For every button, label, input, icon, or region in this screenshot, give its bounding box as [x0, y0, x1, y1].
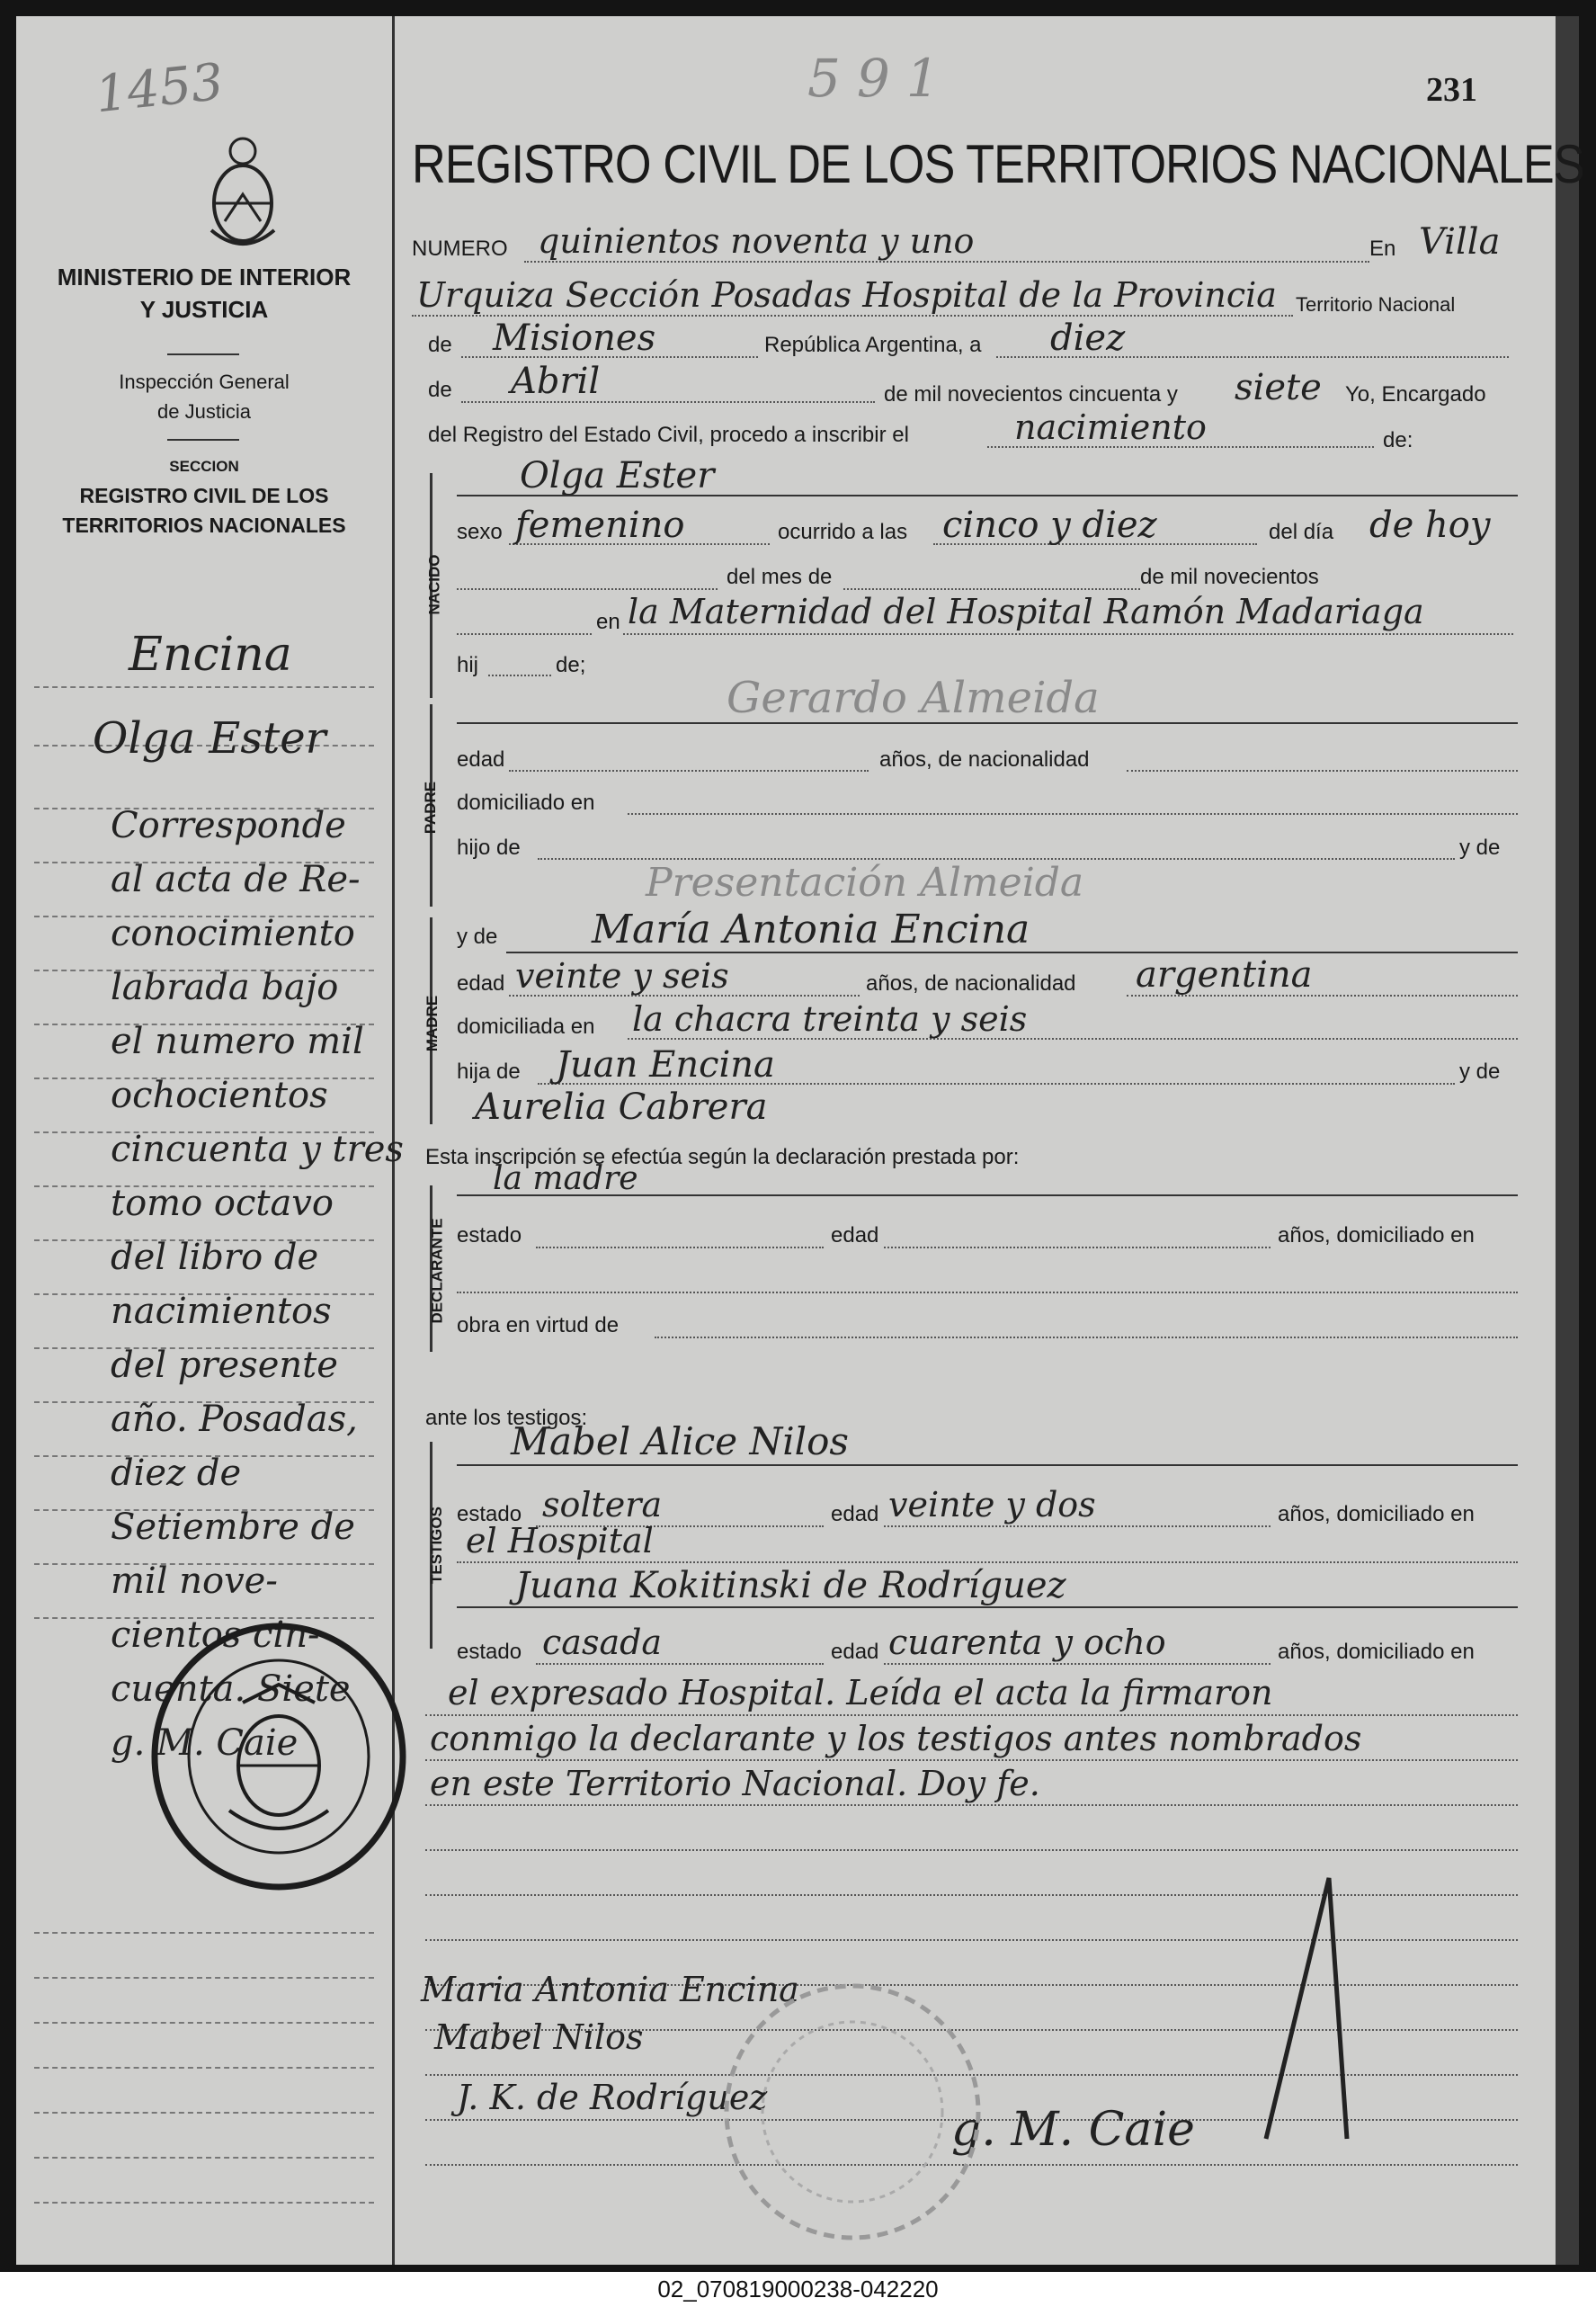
- section-heading: [16, 452, 392, 541]
- testigo-2-estado-label: estado: [457, 1640, 522, 1664]
- declaracion-value: la madre: [493, 1160, 638, 1197]
- margin-column: [16, 16, 404, 2265]
- madre-nacionalidad-value: argentina: [1136, 954, 1313, 996]
- place-value: Urquiza Sección Posadas Hospital de la Provincia: [416, 275, 1277, 315]
- rule: [457, 1606, 1518, 1608]
- rule: [457, 495, 1518, 496]
- year-label: de mil novecientos cincuenta y: [884, 382, 1178, 407]
- declaracion-text: Esta inscripción se efectúa según la declaración prestada por:: [425, 1145, 1020, 1169]
- dotted-line: [628, 813, 1518, 815]
- en-label: en: [596, 610, 620, 634]
- de-label: de: [428, 333, 452, 357]
- dotted-line: [536, 1247, 824, 1248]
- padre-struck-name: Gerardo Almeida: [727, 673, 1100, 723]
- dotted-line: [884, 1525, 1271, 1527]
- madre-label: MADRE: [424, 995, 441, 1052]
- register-page: [16, 16, 1584, 2265]
- coat-of-arms-icon: [207, 131, 279, 257]
- note-line: conocimiento: [111, 913, 355, 954]
- ministry-line-2: Y JUSTICIA: [139, 296, 269, 323]
- madre-hija-label: hija de: [457, 1060, 521, 1084]
- note-line: Corresponde: [111, 805, 346, 846]
- note-line: cincuenta y tres: [111, 1129, 404, 1170]
- lugar-value: la Maternidad del Hospital Ramón Madariaga: [628, 592, 1424, 631]
- padre-label: PADRE: [422, 781, 440, 835]
- dotted-line: [457, 1292, 1518, 1293]
- scan-id-footer: 02_070819000238-042220: [0, 2272, 1596, 2307]
- note-line: cientos cin-: [111, 1614, 320, 1656]
- note-line: del libro de: [111, 1237, 319, 1278]
- closing-line-3: en este Territorio Nacional. Doy fe.: [430, 1764, 1040, 1803]
- padre-struck-parents: Presentación Almeida: [646, 860, 1084, 906]
- dotted-line: [843, 588, 1140, 590]
- madre-padre-value: Juan Encina: [556, 1044, 775, 1086]
- note-line: al acta de Re-: [111, 859, 361, 900]
- territorio-label: Territorio Nacional: [1296, 293, 1456, 316]
- signature-flourish-icon: [1257, 1869, 1392, 2157]
- dotted-line: [884, 1663, 1271, 1665]
- testigo-1-name: Mabel Alice Nilos: [511, 1419, 849, 1463]
- mil-label: de mil novecientos: [1140, 565, 1319, 589]
- madre-edad-value: veinte y seis: [515, 956, 729, 996]
- testigo-1-estado-label: estado: [457, 1502, 522, 1526]
- rule: [457, 1464, 1518, 1466]
- signature-declarante: Maria Antonia Encina: [421, 1970, 799, 2009]
- nacido-label: NACIDO: [425, 554, 443, 615]
- declarante-label: DECLARANTE: [428, 1218, 446, 1324]
- note-line: año. Posadas,: [111, 1399, 358, 1440]
- declarante-edad-label: edad: [831, 1223, 879, 1247]
- month-value: Abril: [511, 361, 601, 402]
- rule: [457, 1194, 1518, 1196]
- note-line: labrada bajo: [111, 967, 339, 1008]
- section-line-2: REGISTRO CIVIL DE LOS: [79, 484, 329, 507]
- testigo-2-estado: casada: [542, 1623, 663, 1662]
- testigo-1-domicilio: el Hospital: [466, 1521, 654, 1560]
- inspection-heading: [16, 367, 392, 426]
- divider: [167, 439, 239, 441]
- note-line: tomo octavo: [111, 1183, 334, 1224]
- dotted-line: [457, 588, 718, 590]
- note-line: el numero mil: [111, 1021, 364, 1062]
- dotted-line: [1127, 770, 1518, 772]
- madre-anos-label: años, de nacionalidad: [866, 971, 1076, 996]
- padre-hijo-label: hijo de: [457, 836, 521, 860]
- de3-label: de:: [1383, 428, 1413, 452]
- rule: [457, 722, 1518, 724]
- testigos-label: TESTIGOS: [427, 1507, 445, 1584]
- numero-label: NUMERO: [412, 237, 508, 261]
- testigo-1-edad-label: edad: [831, 1502, 879, 1526]
- section-line-3: TERRITORIOS NACIONALES: [62, 514, 346, 537]
- note-line: mil nove-: [111, 1560, 278, 1602]
- numero-value: quinientos noventa y uno: [538, 221, 975, 261]
- padre-edad-label: edad: [457, 747, 505, 772]
- yo-label: Yo, Encargado: [1345, 382, 1486, 407]
- margin-surname: Encina: [129, 628, 292, 682]
- inspection-line-1: Inspección General: [119, 371, 290, 393]
- act-value: nacimiento: [1014, 407, 1207, 447]
- civil-registry-stamp-icon: [144, 1622, 414, 1891]
- padre-y-de-label: y de: [1459, 836, 1501, 860]
- dotted-line: [457, 633, 592, 635]
- note-line: nacimientos: [111, 1291, 332, 1332]
- en-label: En: [1369, 237, 1396, 261]
- page-title: REGISTRO CIVIL DE LOS TERRITORIOS NACIONALES: [412, 134, 1584, 194]
- padre-domicilio-label: domiciliado en: [457, 791, 595, 815]
- declarante-estado-label: estado: [457, 1223, 522, 1247]
- republica-label: República Argentina, a: [764, 333, 982, 357]
- dotted-line: [536, 1663, 824, 1665]
- de-value: Misiones: [493, 317, 656, 359]
- registro-label: del Registro del Estado Civil, procedo a inscribir el: [428, 423, 909, 447]
- ministry-line-1: MINISTERIO DE INTERIOR: [57, 264, 352, 291]
- padre-anos-label: años, de nacionalidad: [879, 747, 1090, 772]
- margin-given-name: Olga Ester: [93, 713, 326, 764]
- testigo-1-estado: soltera: [542, 1485, 663, 1525]
- testigo-2-anos-label: años, domiciliado en: [1278, 1640, 1475, 1664]
- dotted-line: [425, 1759, 1518, 1761]
- dotted-line: [457, 1561, 1518, 1563]
- dotted-line: [655, 1337, 1518, 1338]
- hij-de-label: de;: [556, 653, 586, 677]
- mes-label: del mes de: [727, 565, 833, 589]
- madre-madre-value: Aurelia Cabrera: [475, 1086, 768, 1128]
- madre-y-de-label: y de: [457, 925, 498, 949]
- ministry-heading: [16, 261, 392, 326]
- signature-encargado: g. M. Caie: [951, 2103, 1195, 2157]
- testigos-ante-label: ante los testigos:: [425, 1406, 588, 1430]
- testigo-1-anos-label: años, domiciliado en: [1278, 1502, 1475, 1526]
- declarante-obra-label: obra en virtud de: [457, 1313, 620, 1337]
- pencil-act-number: 591: [807, 48, 956, 109]
- de2-label: de: [428, 378, 452, 402]
- note-line: cuenta. Siete: [111, 1668, 351, 1710]
- dotted-line: [623, 633, 1513, 635]
- dotted-line: [412, 315, 1293, 317]
- note-line: diez de: [111, 1453, 242, 1494]
- day-value: diez: [1050, 317, 1126, 359]
- closing-line-2: conmigo la declarante y los testigos antes nombrados: [430, 1719, 1362, 1758]
- hora-value: cinco y diez: [942, 505, 1157, 546]
- year-value: siete: [1235, 367, 1322, 408]
- pencil-page-number: 1453: [92, 52, 227, 125]
- del-dia-label: del día: [1269, 520, 1334, 544]
- dotted-line: [488, 675, 551, 676]
- dotted-line: [524, 261, 1369, 263]
- inspection-line-2: de Justicia: [157, 400, 251, 423]
- signature-testigo-2: J. K. de Rodríguez: [457, 2078, 768, 2117]
- declarante-anos-label: años, domiciliado en: [1278, 1223, 1475, 1247]
- testigo-2-edad: cuarenta y ocho: [888, 1623, 1166, 1662]
- dotted-line: [425, 1714, 1518, 1716]
- dia-value: de hoy: [1369, 505, 1491, 546]
- madre-name: María Antonia Encina: [592, 907, 1030, 952]
- madre-domicilio-label: domiciliada en: [457, 1015, 595, 1039]
- dotted-line: [884, 1247, 1271, 1248]
- signature-testigo-1: Mabel Nilos: [434, 2017, 644, 2057]
- dotted-line: [425, 1804, 1518, 1806]
- sexo-label: sexo: [457, 520, 503, 544]
- dotted-line: [509, 770, 869, 772]
- closing-line-1: el expresado Hospital. Leída el acta la firmaron: [448, 1673, 1273, 1712]
- madre-y-de-label-2: y de: [1459, 1060, 1501, 1084]
- note-line: Setiembre de: [111, 1507, 355, 1548]
- ocurrido-label: ocurrido a las: [778, 520, 908, 544]
- hij-label: hij: [457, 653, 479, 677]
- testigo-1-edad: veinte y dos: [888, 1485, 1096, 1525]
- sexo-value: femenino: [515, 505, 685, 546]
- page-number: 231: [1426, 71, 1477, 109]
- divider: [167, 353, 239, 355]
- madre-edad-label: edad: [457, 971, 505, 996]
- note-line: del presente: [111, 1345, 338, 1386]
- note-line: g. M. Caie: [111, 1722, 299, 1764]
- madre-domicilio-value: la chacra treinta y seis: [632, 999, 1028, 1039]
- en-value: Villa: [1419, 221, 1501, 263]
- testigo-2-edad-label: edad: [831, 1640, 879, 1664]
- testigo-2-name: Juana Kokitinski de Rodríguez: [515, 1565, 1066, 1606]
- note-line: ochocientos: [111, 1075, 328, 1116]
- section-line-1: SECCION: [169, 458, 239, 475]
- faded-stamp-icon: [718, 1977, 987, 2247]
- nacido-name: Olga Ester: [520, 455, 715, 496]
